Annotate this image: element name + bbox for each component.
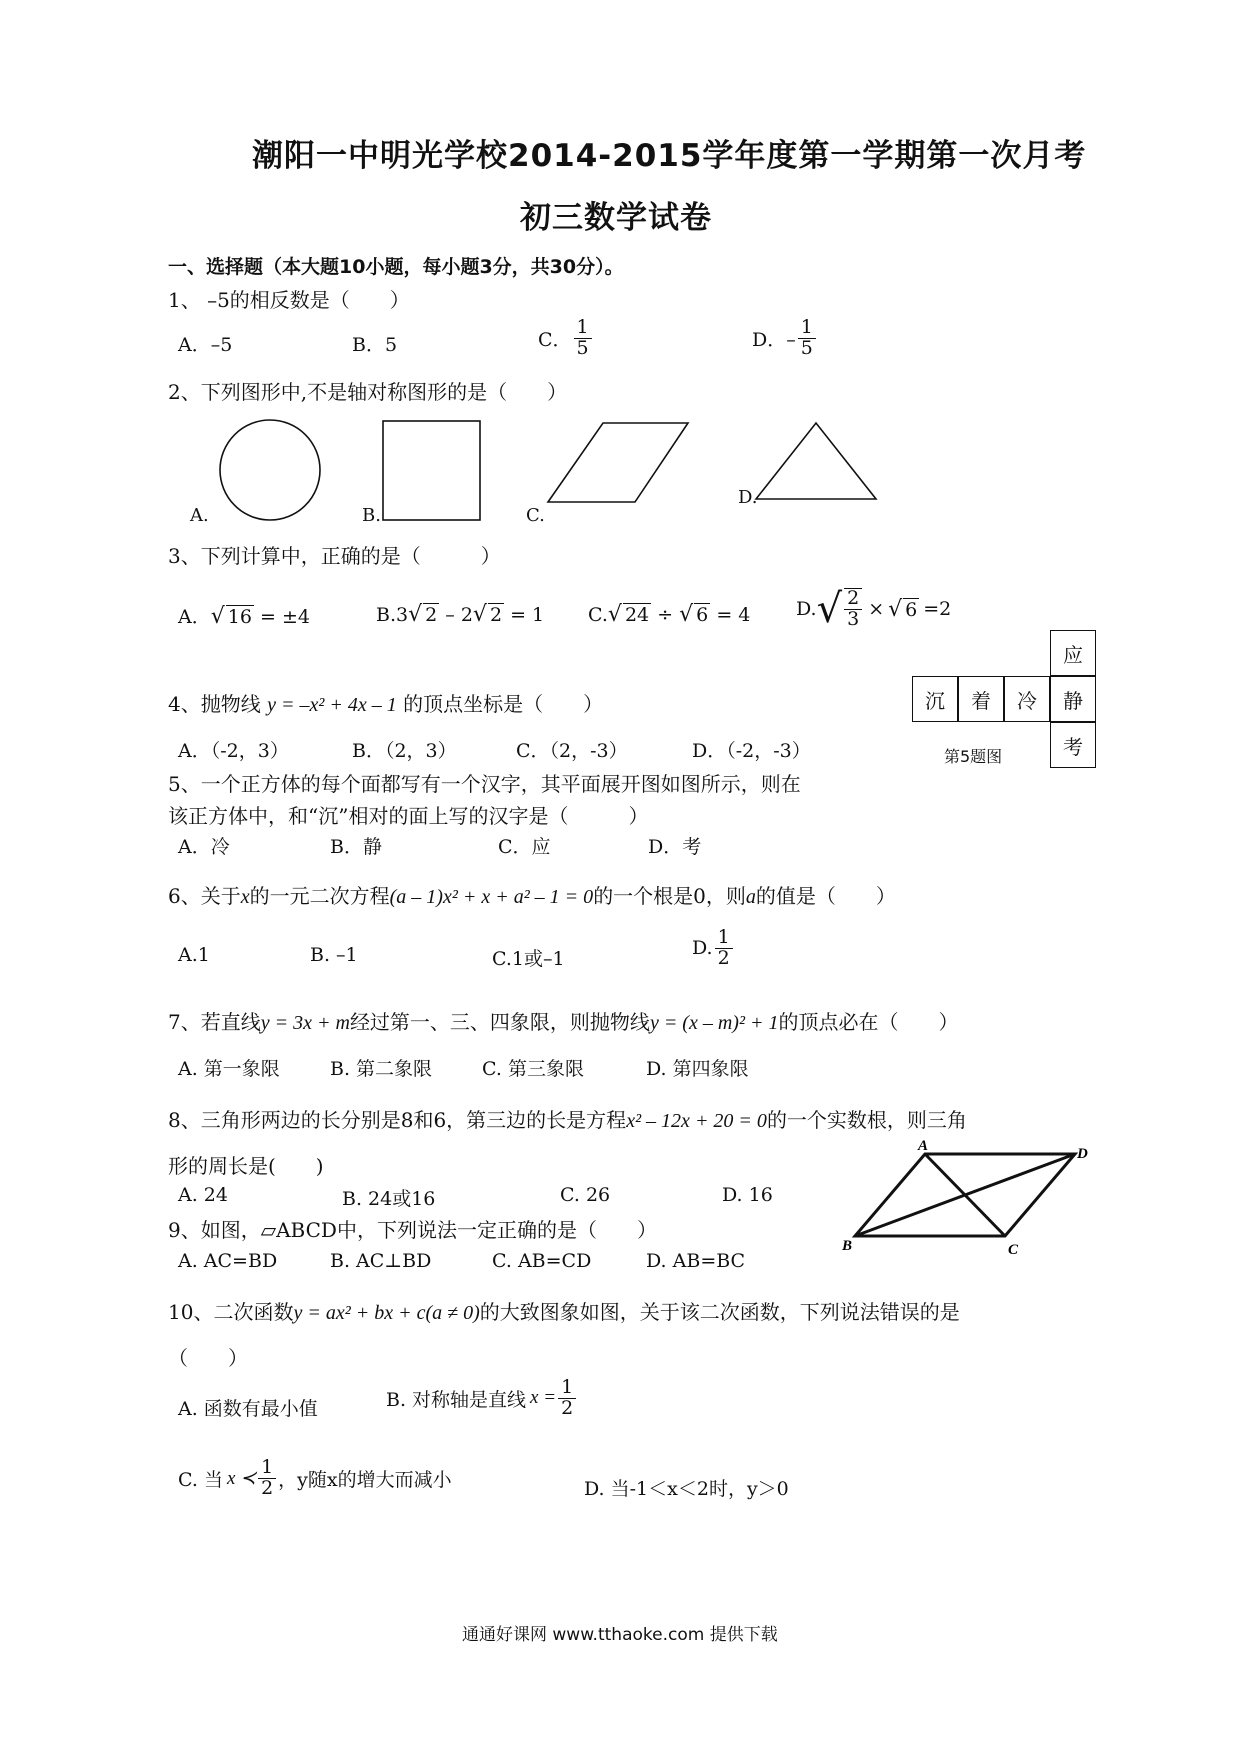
q6-mid2: 的一个根是0，则 [593, 884, 746, 908]
q4-equation: y = –x² + 4x – 1 [267, 694, 397, 716]
q3-a-radicand: 16 [227, 606, 252, 628]
vertex-label-c: C [1008, 1242, 1019, 1258]
q4-option-d: D．（-2，-3） [692, 740, 811, 762]
q3-c-rest: = 4 [716, 604, 751, 626]
exam-title: 潮阳一中明光学校2014-2015学年度第一学期第一次月考 [252, 138, 1087, 174]
q10-c-fraction [258, 1458, 276, 1499]
q4-option-c: C．（2，-3） [516, 740, 628, 762]
section-heading: 一、选择题（本大题10小题，每小题3分，共30分）。 [168, 256, 624, 278]
q10-c-math: x ≺ [226, 1467, 257, 1489]
q7-line-eq: y = 3x + m [260, 1012, 350, 1034]
q3-d-rest: =2 [923, 598, 952, 620]
q10-option-d: D. 当-1＜x＜2时，y＞0 [584, 1478, 789, 1500]
q3-b-rad1: 2 [425, 604, 438, 626]
q1-option-b: B．5 [352, 334, 398, 356]
question-5-line2: 该正方体中，和“沉”相对的面上写的汉字是（ ） [168, 804, 649, 828]
q3-a-rest: = ±4 [260, 606, 310, 628]
figure-5-caption: 第5题图 [944, 747, 1003, 766]
q10-c-suffix: ，y随x的增大而减小 [278, 1468, 452, 1491]
q8-option-a: A. 24 [178, 1184, 228, 1206]
diagonal-bd [855, 1154, 1075, 1236]
q10-b-num: 1 [558, 1378, 576, 1399]
question-10-line2: （ ） [168, 1346, 248, 1370]
q5-option-b: B．静 [330, 836, 382, 858]
q5-option-a: A．冷 [178, 836, 230, 858]
q2-label-c: C. [526, 505, 545, 526]
q3-c-mid: ÷ [657, 604, 674, 626]
net-cell-4: 静 [1050, 676, 1096, 722]
q6-d-num: 1 [715, 928, 733, 949]
question-9-stem: 9、如图，▱ABCD中，下列说法一定正确的是（ ） [168, 1218, 657, 1242]
q10-b-prefix: B. 对称轴是直线 [386, 1388, 527, 1411]
q7-parabola-eq: y = (x – m)² + 1 [649, 1012, 779, 1034]
q1-option-a: A．–5 [178, 334, 233, 356]
q4-option-a: A．（-2，3） [178, 740, 289, 762]
vertex-label-d: D [1077, 1146, 1088, 1162]
q8-equation: x² – 12x + 20 = 0 [626, 1110, 767, 1132]
q1-c-fraction [574, 318, 592, 359]
q5-option-c: C．应 [498, 836, 551, 858]
net-cell-3: 冷 [1004, 676, 1050, 722]
q3-c-rad2: 6 [696, 604, 709, 626]
q6-d-prefix: D. [692, 937, 713, 960]
q2-label-b: B. [362, 505, 381, 526]
question-7-stem [168, 1006, 958, 1035]
q1-option-d [752, 318, 818, 359]
vertex-label-b: B [842, 1238, 853, 1254]
q1-d-prefix: D．– [752, 328, 796, 351]
question-3-stem: 3、下列计算中，正确的是（ ） [168, 544, 501, 568]
q3-d-prefix: D. [796, 598, 817, 620]
q3-d-rad: 6 [905, 598, 918, 621]
q6-option-a: A.1 [178, 944, 210, 966]
q8-option-d: D. 16 [722, 1184, 773, 1206]
q1-c-num: 1 [574, 318, 592, 339]
q6-d-den: 2 [717, 946, 730, 969]
q10-option-b [386, 1378, 578, 1419]
q8-option-c: C. 26 [560, 1184, 611, 1206]
q8-suffix: 的一个实数根，则三角 [766, 1108, 967, 1132]
q10-b-fraction [558, 1378, 576, 1419]
question-8-line2: 形的周长是( ) [168, 1154, 324, 1178]
q3-c-rad1: 24 [624, 604, 650, 626]
q4-prefix: 4、抛物线 [168, 692, 261, 716]
q3-d-fraction [844, 588, 862, 630]
q5-option-d: D．考 [648, 836, 702, 858]
question-5-line1: 5、一个正方体的每个面都写有一个汉字，其平面展开图如图所示，则在 [168, 772, 801, 796]
parallelogram-abcd-figure [840, 1140, 1100, 1260]
q2-label-a: A. [190, 505, 209, 526]
q10-b-den: 2 [561, 1396, 574, 1419]
q6-option-c: C.1或–1 [492, 948, 565, 970]
q6-var-x: x [240, 886, 250, 908]
q3-b-prefix: B. [376, 604, 397, 626]
q10-suffix: 的大致图象如图，关于该二次函数，下列说法错误的是 [479, 1300, 960, 1324]
parallelogram-shape [548, 423, 688, 502]
q4-option-b: B．（2，3） [352, 740, 457, 762]
q7-option-a: A. 第一象限 [178, 1058, 280, 1080]
question-2-stem: 2、下列图形中,不是轴对称图形的是（ ） [168, 380, 568, 404]
q10-option-a: A. 函数有最小值 [178, 1398, 318, 1420]
q1-d-fraction [798, 318, 816, 359]
q9-option-d: D. AB=BC [646, 1250, 746, 1272]
q7-prefix: 7、若直线 [168, 1010, 261, 1034]
q3-d-den: 3 [847, 608, 860, 630]
q3-b-rad2: 2 [489, 604, 503, 626]
q9-option-b: B. AC⊥BD [330, 1250, 432, 1272]
q6-d-fraction [715, 928, 733, 969]
q4-suffix: 的顶点坐标是（ ） [403, 692, 604, 716]
q1-option-c [538, 318, 594, 359]
q3-option-b: B.3√ 2 – 2√ 2 = 1 [376, 602, 545, 627]
q2-label-d: D. [738, 487, 758, 508]
question-1-stem: 1、 –5的相反数是（ ） [168, 288, 410, 312]
net-cell-bottom: 考 [1050, 722, 1096, 768]
q6-option-b: B. –1 [310, 944, 358, 966]
q1-c-prefix: C． [538, 328, 572, 351]
q10-c-den: 2 [261, 1476, 274, 1499]
q3-d-num: 2 [844, 589, 862, 610]
q3-option-a: A．√ 16 = ±4 [178, 604, 310, 629]
net-cell-1: 沉 [912, 676, 958, 722]
q10-c-num: 1 [258, 1458, 276, 1479]
page-footer: 通通好课网 www.tthaoke.com 提供下载 [462, 1625, 778, 1645]
q10-option-c [178, 1458, 452, 1499]
q7-suffix: 的顶点必在（ ） [778, 1010, 959, 1034]
q10-b-math: x = [530, 1387, 557, 1409]
net-cell-2: 着 [958, 676, 1004, 722]
q8-prefix: 8、三角形两边的长分别是8和6，第三边的长是方程 [168, 1108, 627, 1132]
q6-suffix: 的值是（ ） [755, 884, 896, 908]
q10-prefix: 10、二次函数 [168, 1300, 294, 1324]
q3-b-rest: = 1 [510, 604, 545, 626]
q9-option-a: A. AC=BD [178, 1250, 278, 1272]
q6-option-d [692, 928, 735, 969]
vertex-label-a: A [918, 1140, 929, 1154]
q3-option-c: C.√ 24 ÷ √ 6 = 4 [588, 602, 751, 627]
exam-subtitle: 初三数学试卷 [520, 200, 712, 236]
q3-d-mid: × [868, 598, 885, 620]
q6-prefix: 6、关于 [168, 884, 241, 908]
q3-b-mid: – 2 [445, 604, 473, 626]
question-6-stem [168, 880, 896, 909]
q6-var-a: a [745, 886, 756, 908]
q7-option-c: C. 第三象限 [482, 1058, 584, 1080]
q1-c-den: 5 [576, 336, 589, 359]
q3-option-d: D. √ $\frac{2}{3}$ × √ 6 =2 [796, 586, 952, 632]
q7-mid: 经过第一、三、四象限，则抛物线 [349, 1010, 650, 1034]
q3-a-prefix: A． [178, 606, 211, 628]
question-4-stem [168, 688, 603, 717]
square-shape [383, 421, 480, 520]
q1-d-num: 1 [798, 318, 816, 339]
q8-option-b: B. 24或16 [342, 1188, 436, 1210]
circle-shape [220, 420, 320, 520]
q7-option-d: D. 第四象限 [646, 1058, 749, 1080]
net-cell-top: 应 [1050, 630, 1096, 676]
q10-function: y = ax² + bx + c(a ≠ 0) [293, 1302, 480, 1324]
q6-equation: (a – 1)x² + x + a² – 1 = 0 [389, 886, 594, 908]
triangle-shape [756, 423, 876, 499]
question-10-stem [168, 1296, 960, 1325]
q6-mid: 的一元二次方程 [249, 884, 390, 908]
question-8-stem [168, 1104, 967, 1133]
q7-option-b: B. 第二象限 [330, 1058, 433, 1080]
q10-c-prefix: C. 当 [178, 1468, 223, 1491]
q3-c-prefix: C. [588, 604, 608, 626]
q3-b-coef: 3 [396, 604, 409, 626]
q9-option-c: C. AB=CD [492, 1250, 592, 1272]
q1-d-den: 5 [800, 336, 813, 359]
